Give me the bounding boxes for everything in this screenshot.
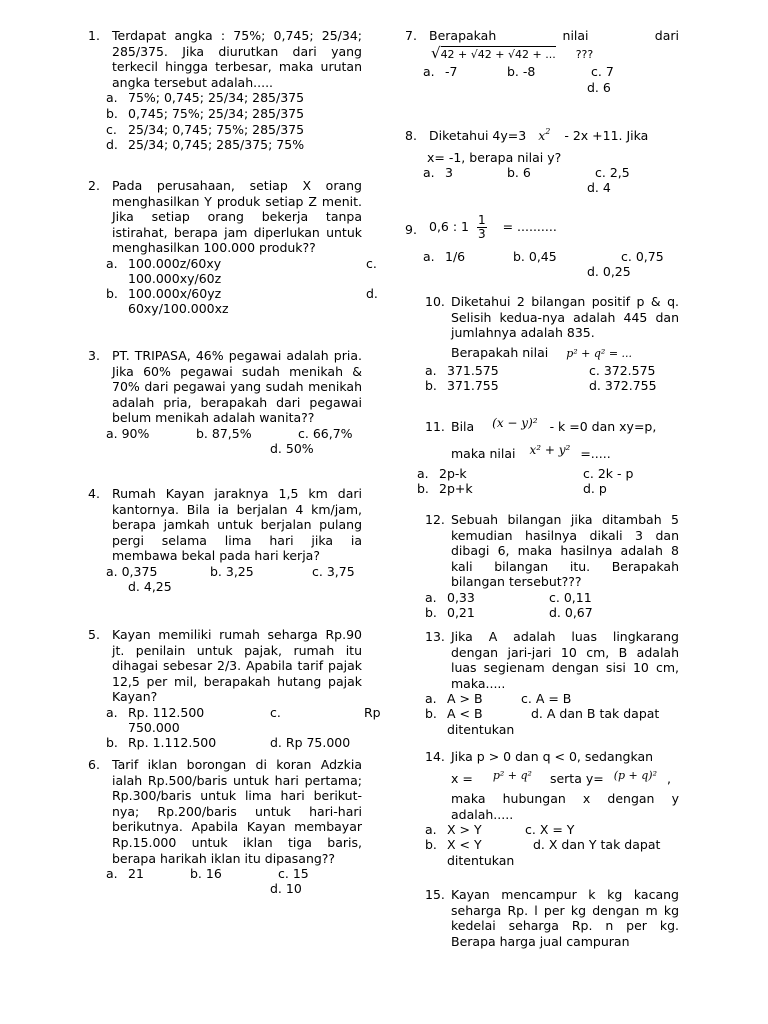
question-13 <box>425 629 679 749</box>
question-tail: =..... <box>580 445 611 461</box>
option-d[interactable]: d. 10 <box>270 881 302 897</box>
options <box>425 361 679 393</box>
question-text-cont: - k =0 dan xy=p, <box>549 419 657 434</box>
question-text: Kayan mencampur k kg kacang seharga Rp. l per kg dengan m kg kedelai seharga Rp. n per kg. Berapa harga jual campuran <box>451 887 679 949</box>
question-number: 13. <box>425 629 445 644</box>
option-c[interactable]: c. <box>270 704 281 720</box>
option-d[interactable]: d. 0,25 <box>587 264 631 279</box>
math-expression: p² + q² <box>492 768 532 782</box>
question-3 <box>88 348 362 486</box>
option-d[interactable]: d. Rp 75.000 <box>270 734 351 750</box>
option-b[interactable]: b. A < B <box>425 706 483 722</box>
option-a[interactable]: a. 1/6 <box>423 249 466 264</box>
option-c-value: Rp <box>364 704 381 720</box>
options <box>106 564 362 596</box>
options <box>425 822 679 868</box>
question-10 <box>425 294 679 419</box>
question-number: 9. <box>405 222 417 237</box>
math-expression: (x − y)² <box>492 416 538 430</box>
radical-icon: √ <box>431 43 441 62</box>
question-11 <box>405 416 679 512</box>
question-text: Diketahui 4y=3 <box>429 128 527 143</box>
question-number: 6. <box>88 757 100 772</box>
fraction: $\frac{1}{3}$ <box>477 213 486 241</box>
option-c[interactable]: c. A = B <box>521 691 572 707</box>
option-c[interactable]: c. 66,7% <box>298 425 353 441</box>
question-12 <box>425 512 679 629</box>
question-prompt: maka nilai <box>451 445 516 461</box>
question-4 <box>88 486 362 627</box>
question-text: Bila <box>451 419 475 434</box>
question-text-cont-2: maka hubungan x dengan y adalah..... <box>451 791 679 822</box>
option-d[interactable]: d. A dan B tak dapat <box>531 706 660 722</box>
options <box>423 165 679 197</box>
question-text: Berapakah nilai dari <box>429 28 679 43</box>
question-2 <box>88 178 378 348</box>
option-b[interactable]: b. 87,5% <box>196 425 252 441</box>
question-text: Tarif iklan borongan di koran Adzkia ialah Rp.500/baris untuk hari pertama; Rp.300/baris untuk lima hari berikut-nya; Rp.200/baris untuk hari-hari berikutnya. Apabila Kayan membayar Rp.15.000 untuk iklan tiga baris, berapa harikah iklan itu dipasang?? <box>112 757 362 866</box>
option-b[interactable]: b. 3,25 <box>210 563 254 579</box>
option-b[interactable]: b. X < Y <box>425 837 482 853</box>
option-d[interactable]: d. X dan Y tak dapat <box>533 837 661 853</box>
question-text: Pada perusahaan, setiap X orang menghasilkan Y produk setiap Z menit. Jika setiap orang bekerja tanpa istirahat, berapa jam diperlukan untuk menghasilkan 100.000 produk?? <box>112 178 362 256</box>
option-c[interactable]: c. 25/34; 0,745; 75%; 285/375 <box>106 121 305 137</box>
question-number: 10. <box>425 294 445 309</box>
option-d[interactable]: d. 4,25 <box>128 578 172 594</box>
question-text: PT. TRIPASA, 46% pegawai adalah pria. Jika 60% pegawai sudah menikah & 70% dari pegawai yang sudah menikah adalah pria, berapakah dari pegawai belum menikah adalah wanita?? <box>112 348 362 426</box>
option-c[interactable]: c. 2,5 <box>595 165 630 181</box>
options <box>423 249 679 281</box>
option-a[interactable]: a. A > B <box>425 691 483 707</box>
option-a[interactable]: a. 3 <box>423 165 453 181</box>
question-text: Sebuah bilangan jika ditambah 5 kemudian hasilnya dikali 3 dan dibagi 6, maka hasilnya adalah 8 kali bilangan itu. Berapakah bilangan tersebut??? <box>451 512 679 590</box>
option-b[interactable]: b. 0,745; 75%; 25/34; 285/375 <box>106 105 305 121</box>
option-c-value-2: 750.000 <box>128 719 180 735</box>
math-expression: p² + q² = ... <box>566 346 633 360</box>
option-c[interactable]: c. 0,75 <box>621 249 664 264</box>
question-number: 8. <box>405 128 417 143</box>
option-d-value: 60xy/100.000xz <box>128 300 229 316</box>
option-c[interactable]: c. 2k - p <box>583 466 634 482</box>
option-c[interactable]: c. <box>366 255 377 271</box>
option-b[interactable]: b. 371.755 <box>425 378 499 394</box>
question-text: x = <box>451 770 473 786</box>
options <box>106 255 378 318</box>
question-1 <box>88 28 362 178</box>
question-14 <box>425 749 679 887</box>
option-d[interactable]: d. 50% <box>270 440 314 456</box>
option-d[interactable]: d. 4 <box>587 180 611 196</box>
option-c[interactable]: c. 3,75 <box>312 563 355 579</box>
options <box>405 466 679 498</box>
option-d[interactable]: d. p <box>583 481 607 497</box>
question-number: 7. <box>405 28 417 43</box>
option-b[interactable]: b. 0,45 <box>513 249 557 264</box>
options <box>106 426 362 458</box>
option-a[interactable]: a. 21 <box>106 866 144 882</box>
options <box>425 691 679 737</box>
question-text: 0,6 : 1 <box>429 219 469 234</box>
options <box>423 62 679 96</box>
question-text: Diketahui 2 bilangan positif p & q. Selisih kedua-nya adalah 445 dan jumlahnya adalah 835. <box>451 294 679 341</box>
option-a[interactable]: a. 100.000z/60xy <box>106 255 222 271</box>
question-text: Jika A adalah luas lingkarang dengan jari-jari 10 cm, B adalah luas segienam dengan sisi 10 cm, maka..... <box>451 629 679 691</box>
question-text-cont: - 2x +11. Jika <box>564 128 649 143</box>
question-number: 1. <box>88 28 100 43</box>
option-a[interactable]: a. 75%; 0,745; 25/34; 285/375 <box>106 90 305 106</box>
question-8 <box>405 128 679 214</box>
question-text-cont: serta y= <box>549 770 604 786</box>
option-a[interactable]: a. 0,375 <box>106 563 158 579</box>
question-number: 15. <box>425 887 445 902</box>
question-prompt: Berapakah nilai <box>451 344 549 360</box>
option-b[interactable]: b. 2p+k <box>417 481 473 497</box>
question-9 <box>405 214 679 294</box>
option-b[interactable]: b. Rp. 1.112.500 <box>106 734 217 750</box>
question-number: 2. <box>88 178 100 193</box>
question-number: 11. <box>425 419 445 434</box>
option-d[interactable]: d. <box>366 285 378 301</box>
question-number: 14. <box>425 749 445 764</box>
question-text: Kayan memiliki rumah seharga Rp.90 jt. penilain untuk pajak, rumah itu dihagai sebesar 2/3. Apabila tarif pajak 12,5 per mil, berapakah hutang pajak Kayan? <box>112 627 362 705</box>
question-5 <box>88 627 381 757</box>
option-a[interactable]: a. 371.575 <box>425 363 499 379</box>
question-6 <box>88 757 362 898</box>
option-c[interactable]: c. 7 <box>591 64 614 80</box>
question-text: Rumah Kayan jaraknya 1,5 km dari kantornya. Bila ia berjalan 4 km/jam, berapa jamkah untuk berjalan pulang pergi selama lima hari jika ia membawa bekal pada hari kerja? <box>112 486 362 564</box>
option-b[interactable]: b. 16 <box>190 866 222 882</box>
right-column <box>405 28 679 949</box>
option-d[interactable]: d. 0,67 <box>549 604 593 620</box>
options <box>425 590 679 622</box>
option-a[interactable]: a. 0,33 <box>425 589 475 605</box>
question-7 <box>405 28 679 128</box>
option-a[interactable]: a. X > Y <box>425 822 482 838</box>
options <box>106 90 362 152</box>
options <box>106 704 381 751</box>
question-text: Terdapat angka : 75%; 0,745; 25/34; 285/375. Jika diurutkan dari yang terkecil hingga terbesar, maka urutan angka tersebut adalah..... <box>112 28 362 90</box>
question-tail: , <box>666 770 671 786</box>
math-variable: $x^2$ <box>538 127 551 143</box>
option-c[interactable]: c. X = Y <box>525 822 575 838</box>
option-d[interactable]: d. 25/34; 0,745; 285/375; 75% <box>106 137 305 153</box>
question-number: 4. <box>88 486 100 501</box>
option-c[interactable]: c. 372.575 <box>589 363 656 379</box>
nested-root-expression: 42 + √42 + √42 + ... <box>440 47 556 61</box>
option-d-cont: ditentukan <box>447 722 515 738</box>
options <box>106 866 362 898</box>
option-b[interactable]: b. 100.000x/60yz <box>106 285 222 301</box>
math-expression-2: x² + y² <box>529 442 571 457</box>
math-expression-2: (p + q)² <box>613 768 657 782</box>
left-column <box>88 28 381 898</box>
option-d[interactable]: d. 372.755 <box>589 378 657 394</box>
question-number: 3. <box>88 348 100 363</box>
option-c[interactable]: c. 15 <box>278 866 309 882</box>
option-b[interactable]: b. -8 <box>507 64 536 80</box>
option-d[interactable]: d. 6 <box>587 80 611 96</box>
question-number: 12. <box>425 512 445 527</box>
question-text-cont: = .......... <box>502 219 557 234</box>
option-a[interactable]: a. Rp. 112.500 <box>106 704 205 720</box>
option-b[interactable]: b. 6 <box>507 165 531 181</box>
option-a[interactable]: a. 90% <box>106 425 150 441</box>
option-c-value: 100.000xy/60z <box>128 270 222 286</box>
question-15 <box>425 887 679 949</box>
option-c[interactable]: c. 0,11 <box>549 589 592 605</box>
question-tail: ??? <box>575 47 594 61</box>
option-a[interactable]: a. 2p-k <box>417 466 467 482</box>
option-d-cont: ditentukan <box>447 853 515 869</box>
question-text-line1: Jika p > 0 dan q < 0, sedangkan <box>451 749 654 764</box>
option-a[interactable]: a. -7 <box>423 64 458 80</box>
question-text-line2: x= -1, berapa nilai y? <box>427 149 562 165</box>
option-b[interactable]: b. 0,21 <box>425 604 475 620</box>
question-number: 5. <box>88 627 100 642</box>
